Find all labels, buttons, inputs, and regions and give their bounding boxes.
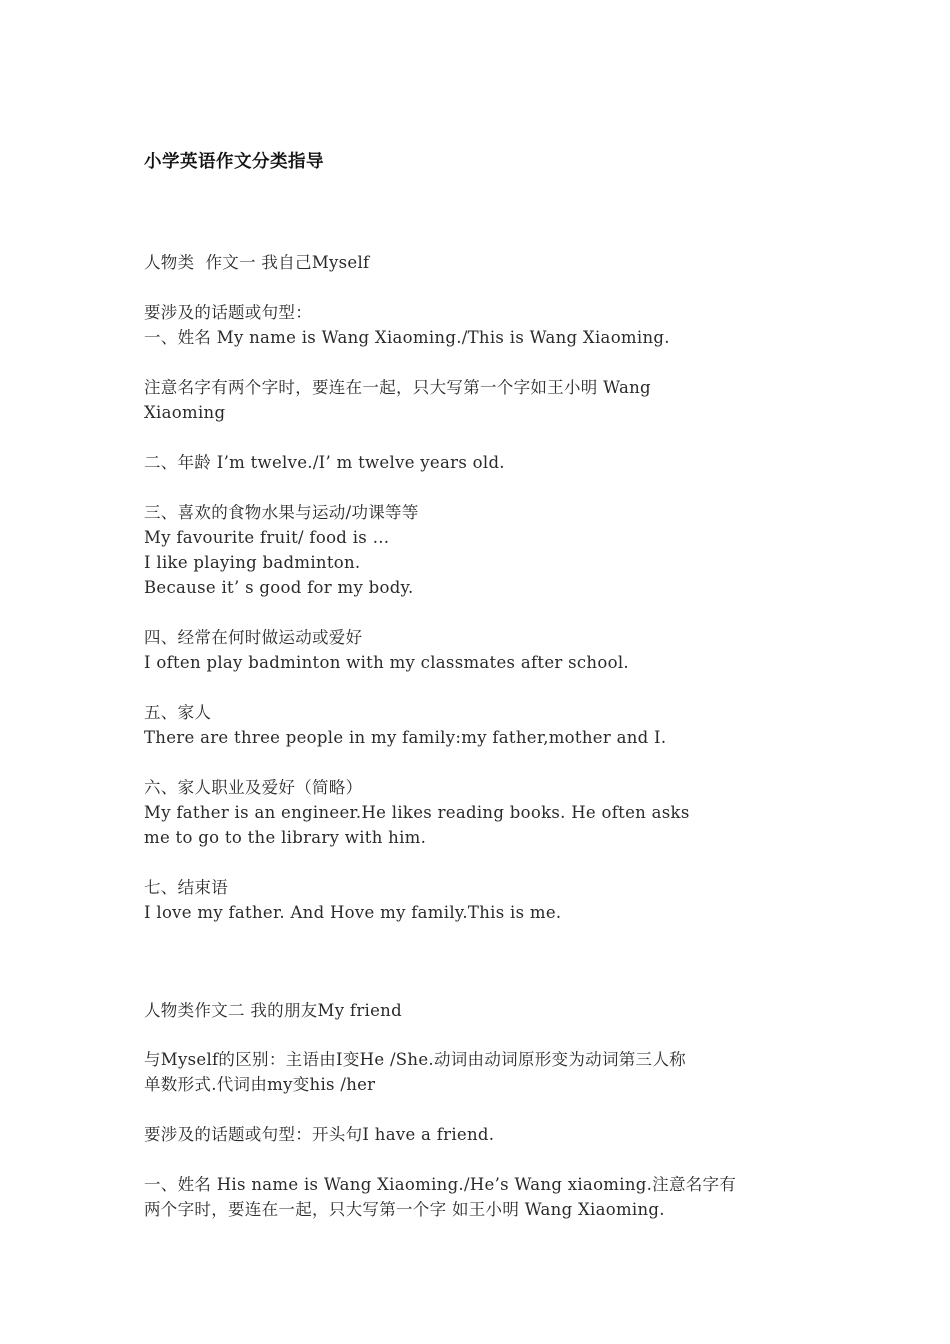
example-sentence: I like playing badminton.	[144, 553, 361, 572]
example-sentence: Because it’ s good for my body.	[144, 578, 414, 597]
note-line: 注意名字有两个字时，要连在一起，只大写第一个字如王小明 Wang	[144, 378, 651, 397]
item-family-jobs-heading: 六、家人职业及爱好（简略）	[144, 778, 363, 797]
example-sentence: There are three people in my family:my father,mother and I.	[144, 728, 667, 747]
item-likes-heading: 三、喜欢的食物水果与运动/功课等等	[144, 503, 419, 522]
topics-label: 要涉及的话题或句型：	[144, 303, 312, 322]
example-sentence: me to go to the library with him.	[144, 828, 427, 847]
item-age: 二、年龄 I’m twelve./I’ m twelve years old.	[144, 453, 505, 472]
note-line: Xiaoming	[144, 403, 226, 422]
example-sentence: My father is an engineer.He likes reading books. He often asks	[144, 803, 690, 822]
item-name: 一、姓名 My name is Wang Xiaoming./This is Wang Xiaoming.	[144, 328, 670, 347]
section-heading-my-friend: 人物类作文二 我的朋友My friend	[144, 1001, 402, 1020]
section-heading-myself: 人物类 作文一 我自己Myself	[144, 253, 370, 272]
topics-label: 要涉及的话题或句型：开头句I have a friend.	[144, 1125, 495, 1144]
item-name: 一、姓名 His name is Wang Xiaoming./He’s Wang xiaoming.注意名字有	[144, 1175, 737, 1194]
difference-note: 单数形式.代词由my变his /her	[144, 1075, 376, 1094]
item-name: 两个字时，要连在一起，只大写第一个字 如王小明 Wang Xiaoming.	[144, 1200, 665, 1219]
example-sentence: I often play badminton with my classmates after school.	[144, 653, 629, 672]
item-closing-heading: 七、结束语	[144, 878, 228, 897]
item-family-heading: 五、家人	[144, 703, 212, 722]
difference-note: 与Myself的区别：主语由I变He /She.动词由动词原形变为动词第三人称	[144, 1050, 686, 1069]
example-sentence: I love my father. And Hove my family.This is me.	[144, 903, 562, 922]
item-hobby-heading: 四、经常在何时做运动或爱好	[144, 628, 363, 647]
example-sentence: My favourite fruit/ food is …	[144, 528, 390, 547]
document-title: 小学英语作文分类指导	[144, 152, 324, 172]
